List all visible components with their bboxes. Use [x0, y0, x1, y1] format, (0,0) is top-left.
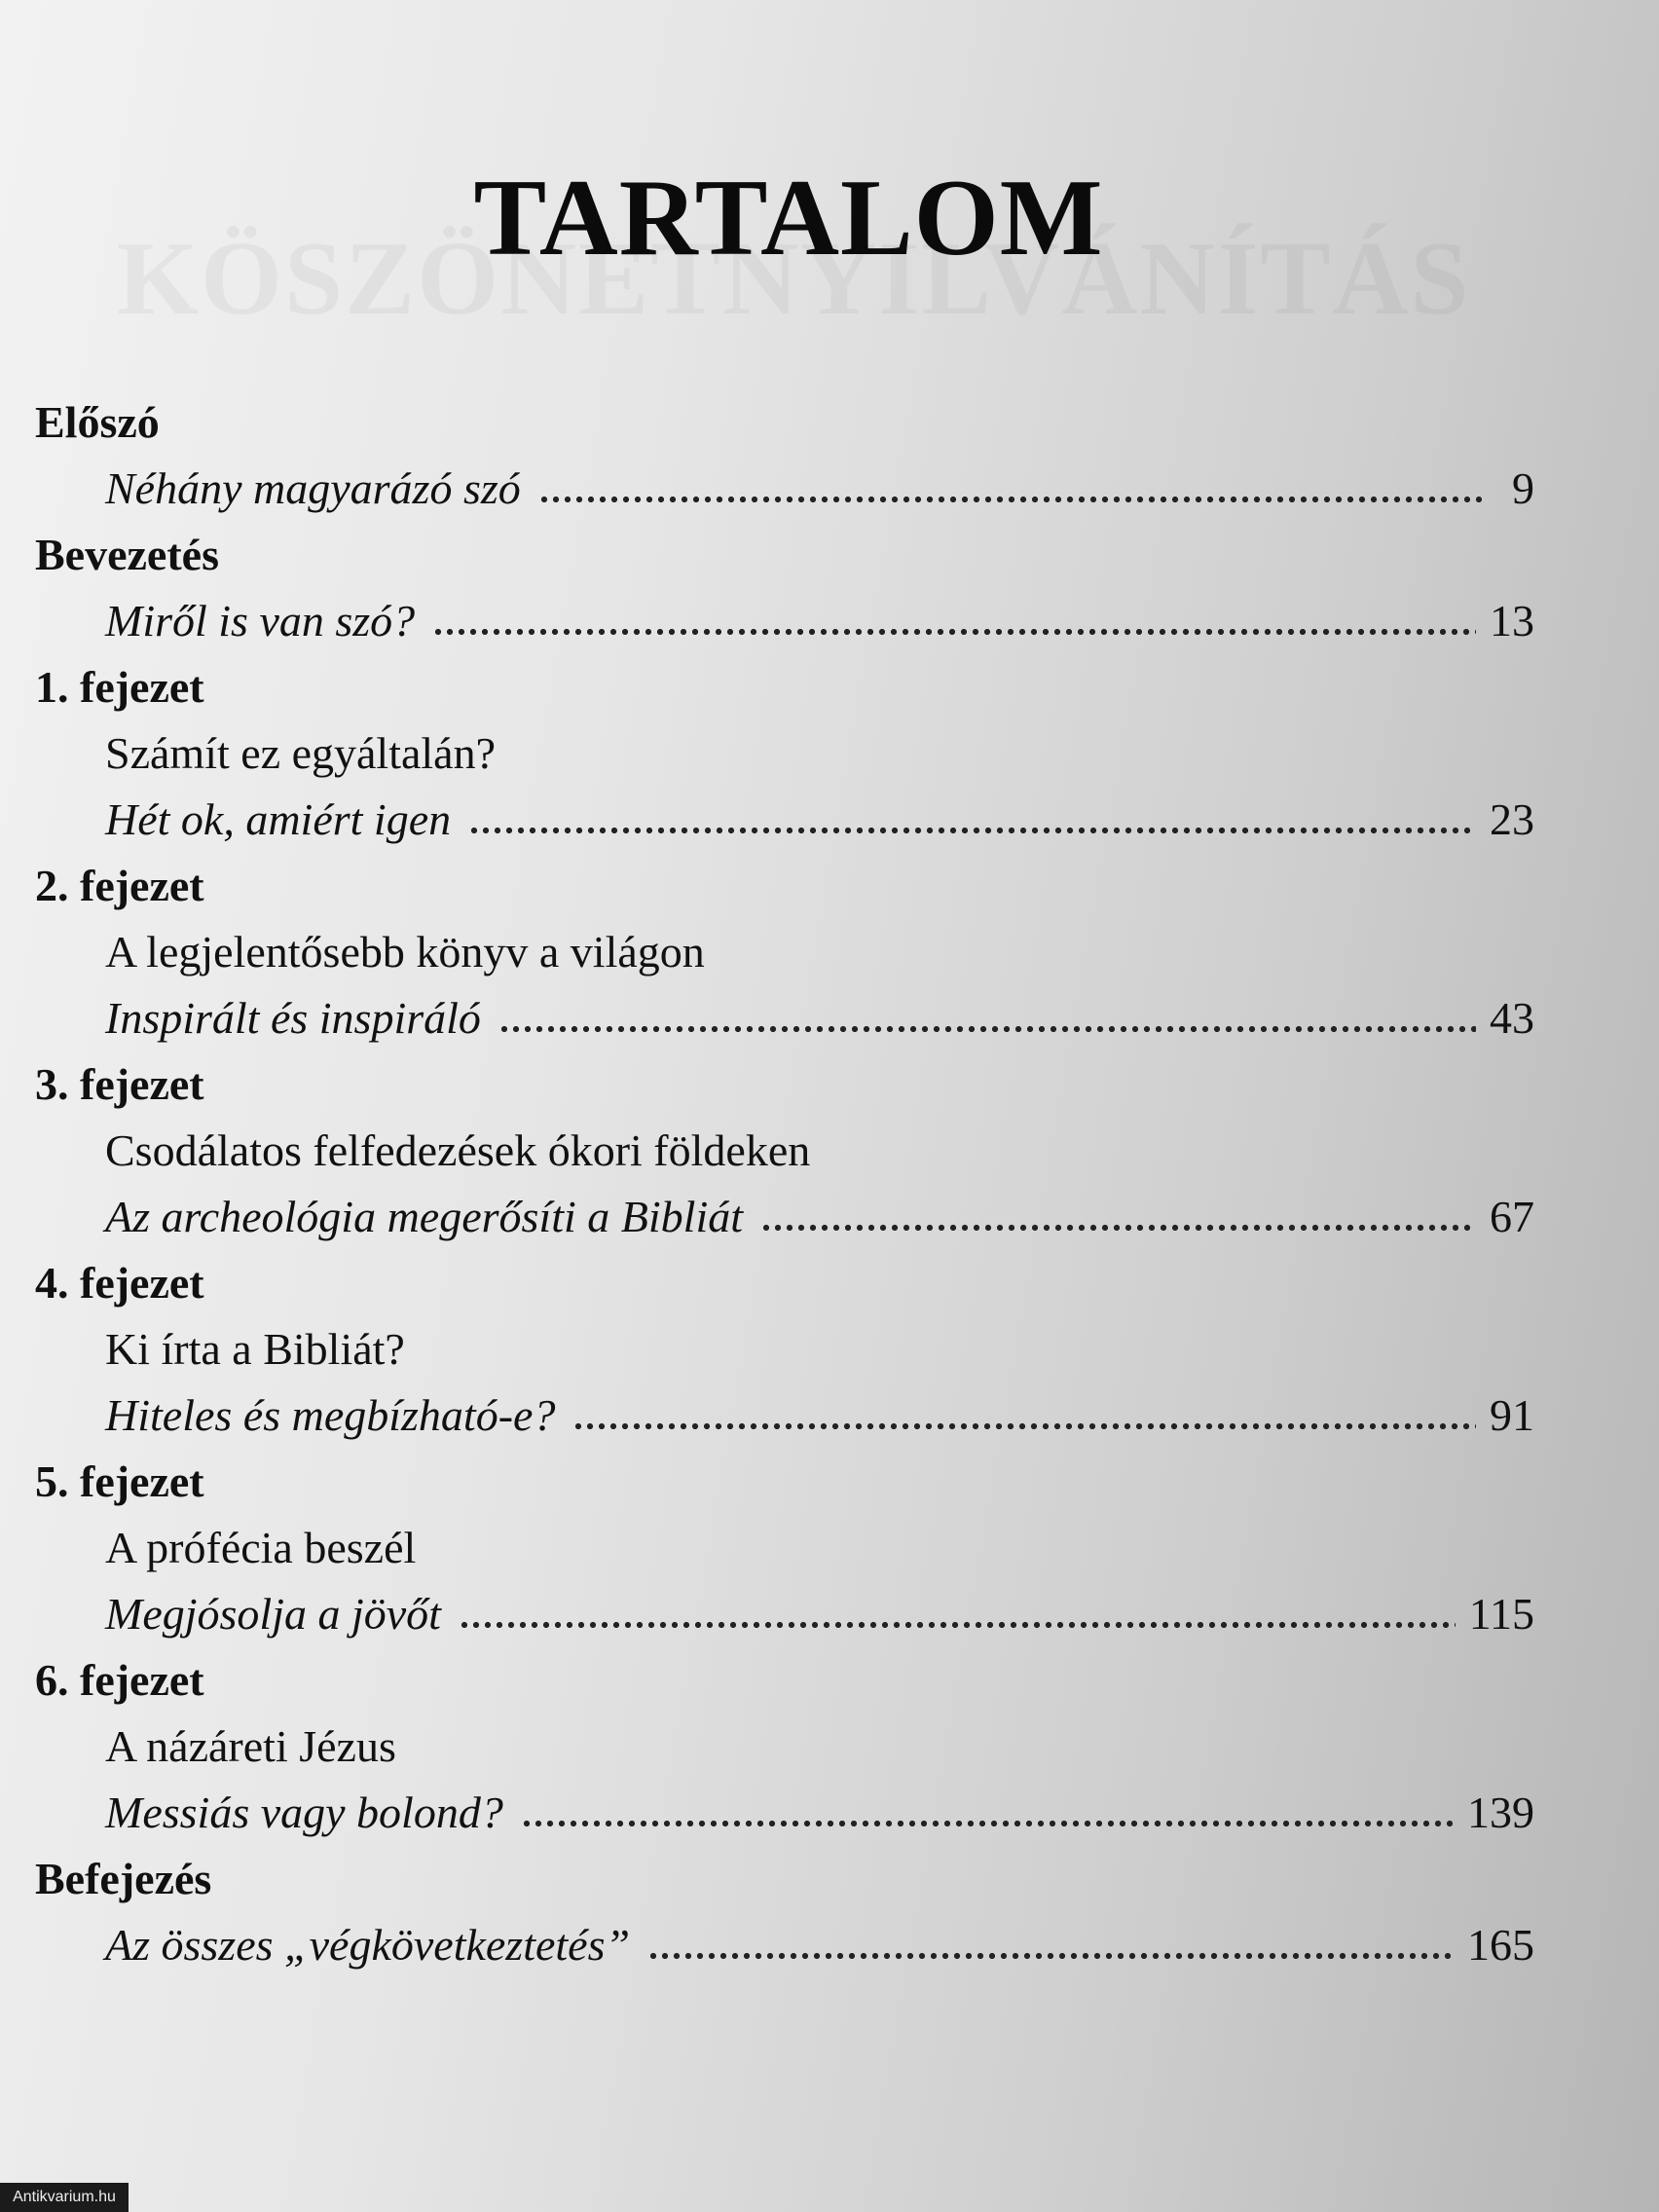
toc-heading: 4. fejezet	[35, 1258, 204, 1308]
dot-leader	[432, 624, 1476, 636]
toc-chapter-title: A názáreti Jézus	[105, 1721, 396, 1771]
toc-heading: 6. fejezet	[35, 1655, 204, 1705]
dot-leader	[538, 492, 1482, 503]
toc-entry	[35, 588, 1534, 654]
toc-heading: Befejezés	[35, 1854, 212, 1903]
toc-chapter-title: Csodálatos felfedezések ókori földeken	[105, 1125, 811, 1175]
site-watermark: Antikvarium.hu	[0, 2183, 129, 2212]
toc-page-number: 13	[1490, 596, 1534, 645]
dot-leader	[521, 1816, 1454, 1827]
dot-leader	[572, 1419, 1476, 1430]
toc-page-number: 91	[1490, 1390, 1534, 1440]
toc-entry	[35, 1382, 1534, 1449]
dot-leader	[459, 1617, 1456, 1629]
dot-leader	[498, 1021, 1476, 1033]
toc-entry	[35, 1912, 1534, 1978]
page-title: TARTALOM	[473, 158, 1104, 278]
toc-heading: 5. fejezet	[35, 1456, 204, 1506]
toc-entry	[35, 1780, 1534, 1846]
toc-heading: 1. fejezet	[35, 662, 204, 712]
toc-page-number: 139	[1467, 1788, 1534, 1837]
toc-entry-label: Inspirált és inspiráló	[105, 993, 481, 1043]
toc-entry-label: Az összes „végkövetkeztetés”	[105, 1920, 631, 1970]
toc-entry-label: Néhány magyarázó szó	[105, 463, 521, 513]
toc-chapter-title: A legjelentősebb könyv a világon	[105, 927, 705, 977]
table-of-contents	[35, 389, 1534, 1978]
toc-heading: Előszó	[35, 397, 160, 447]
toc-page-number: 9	[1512, 463, 1534, 513]
dot-leader	[468, 823, 1476, 834]
dot-leader	[647, 1948, 1454, 1960]
toc-chapter-title: Számít ez egyáltalán?	[105, 728, 497, 778]
toc-chapter-title: A prófécia beszél	[105, 1523, 417, 1572]
toc-page-number: 115	[1468, 1589, 1534, 1639]
toc-page-number: 165	[1467, 1920, 1534, 1970]
toc-entry	[35, 1581, 1534, 1647]
toc-entry-label: Hét ok, amiért igen	[105, 794, 452, 844]
toc-entry-label: Megjósolja a jövőt	[105, 1589, 441, 1639]
dot-leader	[760, 1220, 1476, 1232]
toc-page-number: 67	[1490, 1192, 1534, 1241]
toc-heading: Bevezetés	[35, 530, 219, 579]
toc-chapter-title: Ki írta a Bibliát?	[105, 1324, 405, 1374]
toc-heading: 2. fejezet	[35, 861, 204, 910]
toc-entry-label: Hiteles és megbízható-e?	[105, 1390, 556, 1440]
toc-entry	[35, 985, 1534, 1051]
toc-page-number: 43	[1490, 993, 1534, 1043]
toc-entry-label: Az archeológia megerősíti a Bibliát	[105, 1192, 744, 1241]
toc-entry	[35, 456, 1534, 522]
toc-entry-label: Messiás vagy bolond?	[105, 1788, 503, 1837]
toc-entry-label: Miről is van szó?	[105, 596, 416, 645]
toc-entry	[35, 1184, 1534, 1250]
toc-heading: 3. fejezet	[35, 1059, 204, 1109]
toc-page-number: 23	[1490, 794, 1534, 844]
toc-entry	[35, 787, 1534, 853]
